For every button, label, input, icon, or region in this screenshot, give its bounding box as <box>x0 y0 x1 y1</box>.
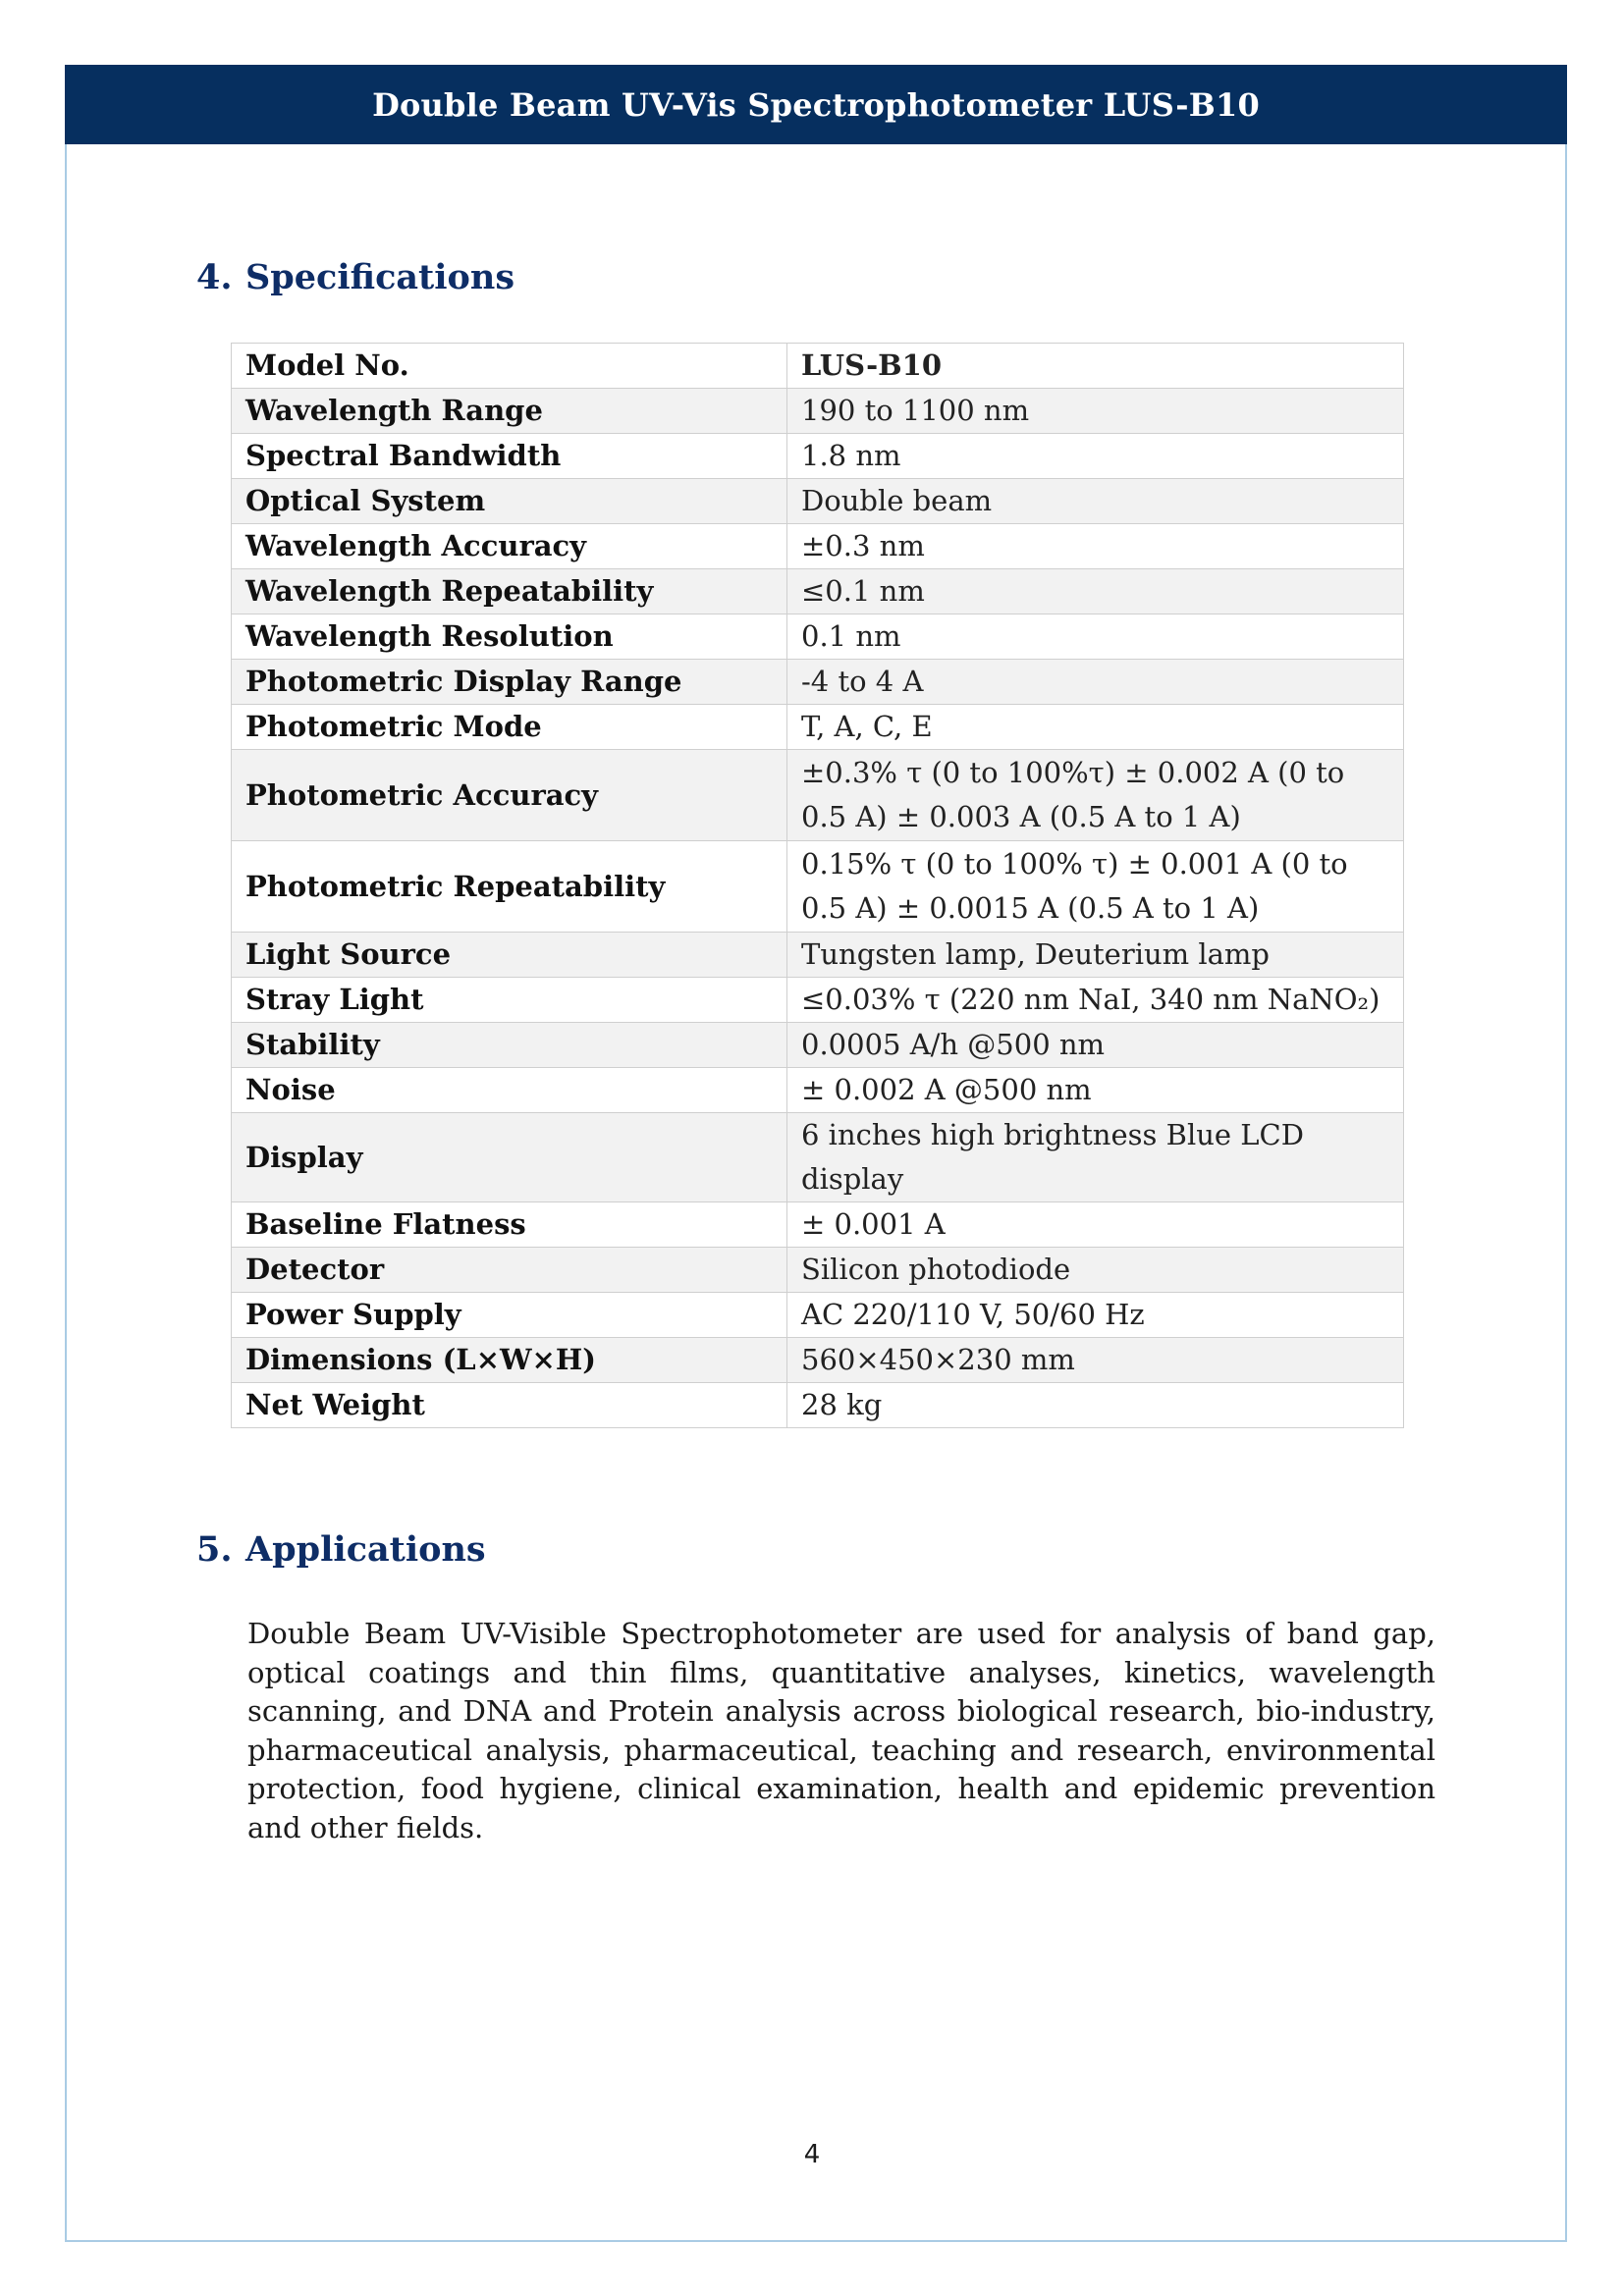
spec-label: Baseline Flatness <box>232 1202 787 1248</box>
spec-label: Dimensions (L×W×H) <box>232 1338 787 1383</box>
spec-value: ≤0.03% τ (220 nm NaI, 340 nm NaNO₂) <box>787 978 1404 1023</box>
table-row <box>232 389 1404 434</box>
table-row <box>232 660 1404 705</box>
table-row <box>232 1293 1404 1338</box>
page-number: 4 <box>803 2140 821 2169</box>
spec-label: Wavelength Resolution <box>232 614 787 660</box>
spec-label: Display <box>232 1113 787 1202</box>
table-row <box>232 1383 1404 1428</box>
spec-label: Optical System <box>232 479 787 524</box>
table-row <box>232 705 1404 750</box>
spec-label: Wavelength Range <box>232 389 787 434</box>
spec-label: Net Weight <box>232 1383 787 1428</box>
spec-value: 6 inches high brightness Blue LCD display <box>787 1113 1404 1202</box>
document-header <box>65 65 1567 144</box>
header-title: Double Beam UV-Vis Spectrophotometer LUS-B10 <box>372 85 1260 124</box>
spec-label: Detector <box>232 1248 787 1293</box>
spec-label: Noise <box>232 1068 787 1113</box>
table-row <box>232 1338 1404 1383</box>
spec-label: Wavelength Repeatability <box>232 569 787 614</box>
spec-value: ≤0.1 nm <box>787 569 1404 614</box>
spec-value: ± 0.001 A <box>787 1202 1404 1248</box>
table-row <box>232 1023 1404 1068</box>
table-row <box>232 750 1404 841</box>
spec-value: 560×450×230 mm <box>787 1338 1404 1383</box>
section-title: Specifications <box>245 257 515 297</box>
spec-value: 1.8 nm <box>787 434 1404 479</box>
spec-label: Light Source <box>232 933 787 978</box>
spec-value: ± 0.002 A @500 nm <box>787 1068 1404 1113</box>
specifications-heading <box>196 257 514 297</box>
table-row <box>232 434 1404 479</box>
spec-value: T, A, C, E <box>787 705 1404 750</box>
table-row <box>232 978 1404 1023</box>
table-row <box>232 1113 1404 1202</box>
spec-label: Spectral Bandwidth <box>232 434 787 479</box>
table-row <box>232 479 1404 524</box>
spec-value: 28 kg <box>787 1383 1404 1428</box>
table-row <box>232 344 1404 389</box>
applications-heading <box>196 1529 486 1570</box>
table-row <box>232 841 1404 933</box>
spec-label: Stray Light <box>232 978 787 1023</box>
spec-value: -4 to 4 A <box>787 660 1404 705</box>
spec-label: Photometric Accuracy <box>232 750 787 841</box>
table-row <box>232 569 1404 614</box>
spec-value: 0.0005 A/h @500 nm <box>787 1023 1404 1068</box>
spec-value: ±0.3 nm <box>787 524 1404 569</box>
spec-label: Photometric Display Range <box>232 660 787 705</box>
specifications-table <box>231 343 1404 1428</box>
table-row <box>232 614 1404 660</box>
spec-value: 0.15% τ (0 to 100% τ) ± 0.001 A (0 to 0.5 A) ± 0.0015 A (0.5 A to 1 A) <box>787 841 1404 933</box>
spec-label: Model No. <box>232 344 787 389</box>
spec-value: 190 to 1100 nm <box>787 389 1404 434</box>
spec-value: Tungsten lamp, Deuterium lamp <box>787 933 1404 978</box>
spec-label: Stability <box>232 1023 787 1068</box>
spec-label: Power Supply <box>232 1293 787 1338</box>
spec-value: 0.1 nm <box>787 614 1404 660</box>
table-row <box>232 933 1404 978</box>
applications-paragraph: Double Beam UV-Visible Spectrophotometer are used for analysis of band gap, optical coatings and thin films, quantitative analyses, kinetics, wavelength scanning, and DNA and Protein analysis across biological research, bio-industry, pharmaceutical analysis, pharmaceutical, teaching and research, environmental protection, food hygiene, clinical examination, health and epidemic prevention and other fields. <box>247 1617 1435 1844</box>
section-title: Applications <box>245 1529 486 1570</box>
spec-value: ±0.3% τ (0 to 100%τ) ± 0.002 A (0 to 0.5 A) ± 0.003 A (0.5 A to 1 A) <box>787 750 1404 841</box>
spec-value: LUS-B10 <box>787 344 1404 389</box>
table-row <box>232 524 1404 569</box>
section-number: 5. <box>196 1529 233 1570</box>
spec-value: Silicon photodiode <box>787 1248 1404 1293</box>
table-row <box>232 1248 1404 1293</box>
spec-label: Photometric Repeatability <box>232 841 787 933</box>
spec-value: AC 220/110 V, 50/60 Hz <box>787 1293 1404 1338</box>
table-row <box>232 1202 1404 1248</box>
table-row <box>232 1068 1404 1113</box>
spec-label: Photometric Mode <box>232 705 787 750</box>
spec-label: Wavelength Accuracy <box>232 524 787 569</box>
section-number: 4. <box>196 257 233 297</box>
spec-value: Double beam <box>787 479 1404 524</box>
